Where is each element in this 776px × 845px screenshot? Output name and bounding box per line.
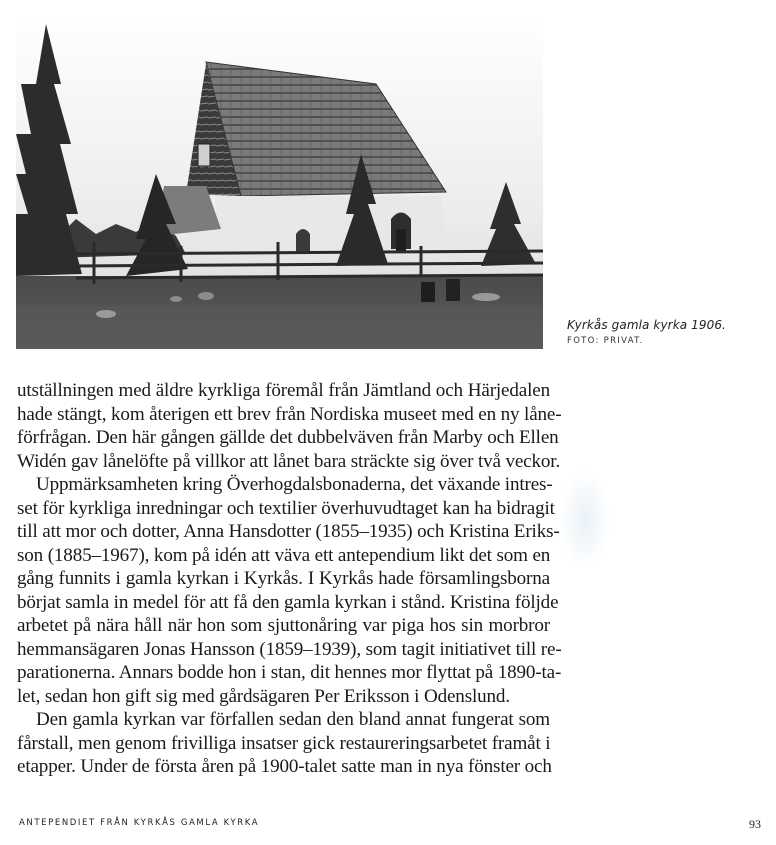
stone [198,292,214,300]
text-line: parationerna. Annars bodde hon i stan, dit hennes mor flyttat på 1890-ta- [17,662,562,683]
text-line: son (1885–1967), kom på idén att väva ett antependium likt det som en [17,544,551,566]
text-line: till att mor och dotter, Anna Hansdotter (1855–1935) och Kristina Eriks- [17,521,560,542]
stone [472,293,500,301]
caption-credit: FOTO: PRIVAT. [567,336,644,346]
text-line: hade stängt, kom återigen ett brev från Nordiska museet med en ny låne- [17,403,562,425]
stone [170,296,182,302]
person [421,282,435,302]
paragraph [17,708,550,779]
church-photo [16,14,543,349]
text-line: hemmansägaren Jonas Hansson (1859–1939), som tagit initiativet till re- [17,638,562,660]
photo-caption [567,318,767,348]
person [396,229,406,251]
scan-smudge [560,470,610,570]
text-line: gång funnits i gamla kyrkan i Kyrkås. I Kyrkås hade församlingsborna [17,568,550,589]
text-line: utställningen med äldre kyrkliga föremål från Jämtland och Härjedalen [17,380,550,401]
caption-title: Kyrkås gamla kyrka 1906. [567,318,726,332]
text-line: Widén gav lånelöfte på villkor att lånet bara sträckte sig över två veckor. [17,450,561,472]
text-line: etapper. Under de första åren på 1900-talet satte man in nya fönster och [17,756,552,777]
text-line: Uppmärksamheten kring Överhogdalsbonaderna, det växande intres- [36,474,553,495]
text-line: börjat samla in medel för att få den gamla kyrkan i stånd. Kristina följde [17,591,559,613]
text-line: förfrågan. Den här gången gällde det dubbelväven från Marby och Ellen [17,427,559,448]
church-window-arch [296,229,310,254]
stone [96,310,116,318]
church-photo-illustration [16,14,543,349]
running-footer-title: ANTEPENDIET FRÅN KYRKÅS GAMLA KYRKA [19,818,260,828]
church-wall [216,196,448,254]
paragraph [17,473,562,708]
text-line: fårstall, men genom frivilliga insatser gick restaureringsarbetet framåt i [17,732,551,754]
body-text [17,379,562,779]
paragraph [17,379,562,473]
person [446,279,460,301]
text-line: let, sedan hon gift sig med gårdsägaren Per Eriksson i Odenslund. [17,685,510,707]
gable-window [198,144,210,166]
text-line: set för kyrkliga inredningar och textilier överhuvudtaget kan ha bidragit [17,497,555,519]
text-line: arbetet på nära håll när hon som sjuttonåring var piga hos sin morbror [17,615,550,636]
text-line: Den gamla kyrkan var förfallen sedan den bland annat fungerat som [36,709,550,730]
page-number: 93 [749,817,761,831]
